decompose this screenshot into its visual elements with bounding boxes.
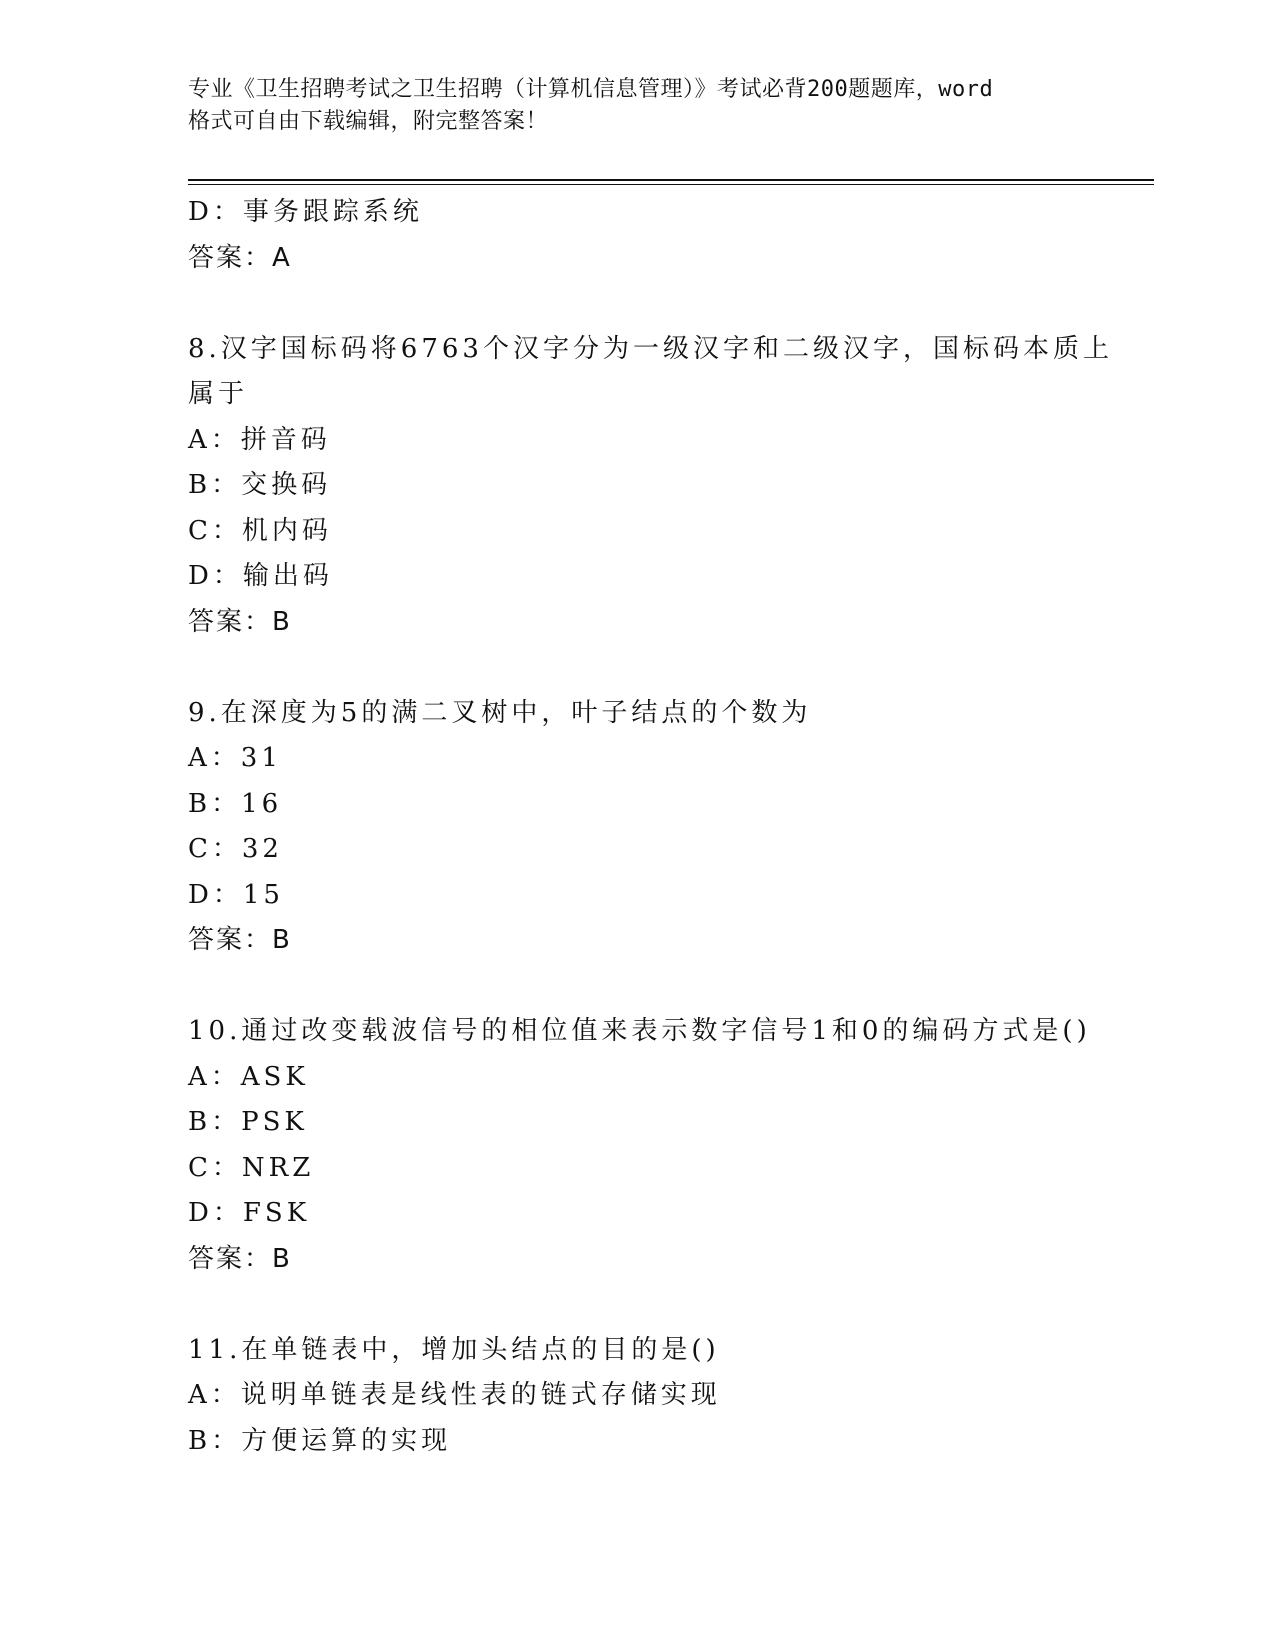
option-b: B：交换码	[188, 470, 332, 500]
question-stem: 10.通过改变载波信号的相位值来表示数字信号1和0的编码方式是()	[188, 1016, 1091, 1046]
option-d: D：15	[188, 879, 284, 910]
header-divider-thin	[188, 184, 1154, 185]
page-header	[188, 74, 1088, 138]
answer-line: 答案：B	[188, 925, 292, 955]
option-c: C：机内码	[188, 515, 332, 546]
option-c: C：32	[188, 834, 283, 864]
option-d: D：事务跟踪系统	[188, 197, 423, 227]
answer-line: 答案：A	[188, 242, 292, 273]
question-list	[188, 190, 1113, 1464]
option-a: A：31	[188, 743, 282, 773]
spacer	[188, 281, 1088, 327]
question-stem: 9.在深度为5的满二叉树中，叶子结点的个数为	[188, 697, 812, 728]
spacer	[188, 645, 1088, 691]
question-stem-continued: 属于	[188, 379, 249, 409]
header-line-2: 格式可自由下载编辑，附完整答案！	[188, 109, 549, 134]
answer-line: 答案：B	[188, 1243, 292, 1274]
option-b: B：方便运算的实现	[188, 1425, 452, 1456]
option-a: A：说明单链表是线性表的链式存储实现	[188, 1380, 721, 1410]
question-9	[188, 691, 1088, 964]
header-line-1: 专业《卫生招聘考试之卫生招聘（计算机信息管理）》考试必背200题题库，word	[188, 77, 994, 102]
question-8	[188, 327, 1113, 646]
option-c: C：NRZ	[188, 1152, 315, 1183]
question-11	[188, 1328, 1088, 1465]
option-b: B：PSK	[188, 1107, 308, 1137]
question-stem: 8.汉字国标码将6763个汉字分为一级汉字和二级汉字，国标码本质上	[188, 333, 1113, 364]
question-10	[188, 1009, 1091, 1282]
spacer	[188, 964, 1088, 1010]
previous-question-tail	[188, 190, 1088, 281]
option-d: D：输出码	[188, 561, 333, 591]
option-a: A：拼音码	[188, 424, 331, 455]
option-a: A：ASK	[188, 1061, 309, 1092]
option-b: B：16	[188, 788, 283, 819]
answer-line: 答案：B	[188, 606, 292, 637]
spacer	[188, 1282, 1088, 1328]
option-d: D：FSK	[188, 1198, 311, 1228]
question-stem: 11.在单链表中，增加头结点的目的是()	[188, 1334, 720, 1365]
header-divider-thick	[188, 179, 1154, 181]
